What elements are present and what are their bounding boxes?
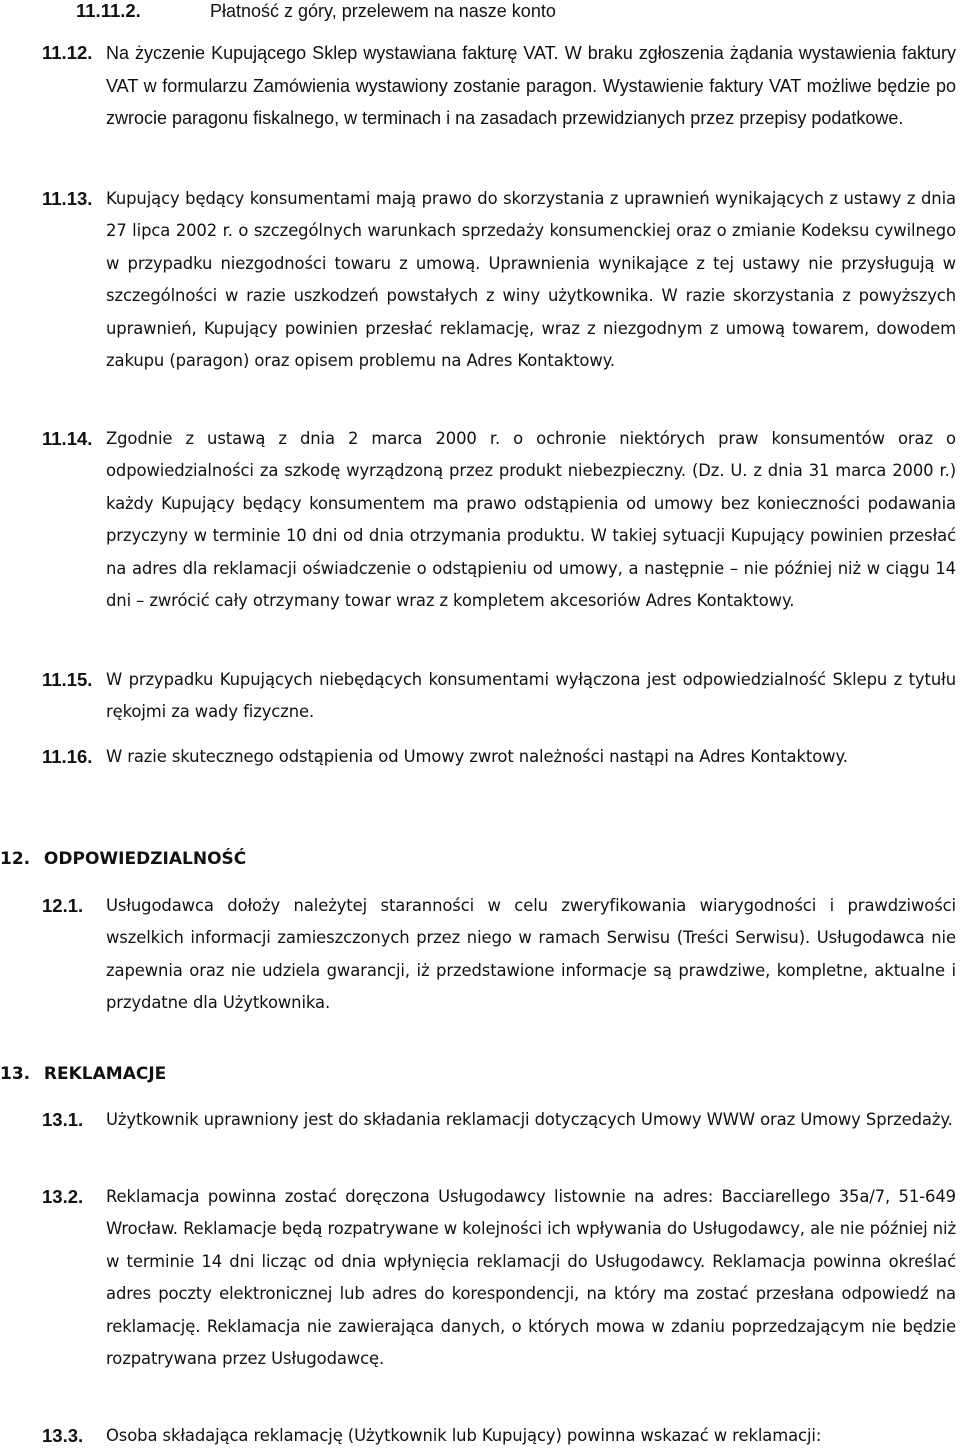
clause-text: Na życzenie Kupującego Sklep wystawiana fakturę VAT. W braku zgłoszenia żądania wystawienia faktury VAT w formularzu Zamówienia wystawiony zostanie paragon. Wystawienie faktury VAT możliwe będzie po zwrocie paragonu fiskalnego, w terminach i na zasadach przewidzianych przez przepisy podatkowe. xyxy=(106,43,956,128)
clause-12-1 xyxy=(42,890,956,1020)
clause-text: Płatność z góry, przelewem na nasze konto xyxy=(210,1,556,21)
clause-text: W razie skutecznego odstąpienia od Umowy zwrot należności nastąpi na Adres Kontaktowy. xyxy=(106,747,848,766)
clause-number: 11.14. xyxy=(42,428,93,449)
section-number: 13. xyxy=(0,1064,31,1084)
section-number: 12. xyxy=(0,849,31,869)
clause-11-16 xyxy=(42,741,956,773)
clause-13-1 xyxy=(42,1104,956,1136)
section-heading-13 xyxy=(0,1058,900,1090)
clause-text: Reklamacja powinna zostać doręczona Usługodawcy listownie na adres: Bacciarellego 35a/7, 51-649 Wrocław. Reklamacje będą rozpatrywane w kolejności ich wpływania do Usługodawcy, ale nie później niż w terminie 14 dni licząc od dnia wpłynięcia reklamacji do Usługodawcy. Reklamacja powinna określać adres poczty elektronicznej lub adres do korespondencji, na który ma zostać przesłana odpowiedź na reklamację. Reklamacja nie zawierająca danych, o których mowa w zdaniu poprzedzającym nie będzie rozpatrywana przez Usługodawcę. xyxy=(106,1187,956,1369)
clause-11-11-2 xyxy=(42,0,956,28)
clause-number: 13.3. xyxy=(42,1425,84,1446)
clause-text: Zgodnie z ustawą z dnia 2 marca 2000 r. o ochronie niektórych praw konsumentów oraz o odpowiedzialności za szkodę wyrządzoną przez produkt niebezpieczny. (Dz. U. z dnia 31 marca 2000 r.) każdy Kupujący będący konsumentem ma prawo odstąpienia od umowy bez konieczności podawania przyczyny w terminie 10 dni od dnia otrzymania produktu. W takiej sytuacji Kupujący powinien przesłać na adres dla reklamacji oświadczenie o odstąpieniu od umowy, a następnie – nie później niż w ciągu 14 dni – zwrócić cały otrzymany towar wraz z kompletem akcesoriów Adres Kontaktowy. xyxy=(106,429,956,611)
clause-13-2 xyxy=(42,1181,956,1375)
section-title: REKLAMACJE xyxy=(43,1064,167,1084)
clause-number: 11.15. xyxy=(42,669,93,690)
clause-11-12 xyxy=(42,37,956,135)
clause-number: 13.1. xyxy=(42,1109,84,1130)
clause-11-15 xyxy=(42,664,956,729)
clause-13-3 xyxy=(42,1420,956,1452)
clause-number: 11.16. xyxy=(42,746,93,767)
clause-number: 12.1. xyxy=(42,895,84,916)
clause-number: 11.11.2. xyxy=(76,0,141,21)
clause-text: Użytkownik uprawniony jest do składania reklamacji dotyczących Umowy WWW oraz Umowy Sprzedaży. xyxy=(106,1110,953,1129)
clause-text: Kupujący będący konsumentami mają prawo do skorzystania z uprawnień wynikających z ustawy z dnia 27 lipca 2002 r. o szczególnych warunkach sprzedaży konsumenckiej oraz o zmianie Kodeksu cywilnego w przypadku niezgodności towaru z umową. Uprawnienia wynikające z tej ustawy nie przysługują w szczególności w razie uszkodzeń powstałych z winy użytkownika. W razie skorzystania z powyższych uprawnień, Kupujący powinien przesłać reklamację, wraz z niezgodnym z umową towarem, dowodem zakupu (paragon) oraz opisem problemu na Adres Kontaktowy. xyxy=(106,189,956,371)
section-heading-12 xyxy=(0,843,900,875)
clause-11-13 xyxy=(42,183,956,377)
clause-11-14 xyxy=(42,423,956,617)
clause-number: 11.12. xyxy=(42,42,93,63)
clause-text: Osoba składająca reklamację (Użytkownik lub Kupujący) powinna wskazać w reklamacji: xyxy=(106,1426,822,1445)
section-title: ODPOWIEDZIALNOŚĆ xyxy=(43,849,247,869)
clause-text: W przypadku Kupujących niebędących konsumentami wyłączona jest odpowiedzialność Sklepu z tytułu rękojmi za wady fizyczne. xyxy=(106,670,956,722)
clause-text: Usługodawca dołoży należytej staranności w celu zweryfikowania wiarygodności i prawdziwości wszelkich informacji zamieszczonych przez niego w ramach Serwisu (Treści Serwisu). Usługodawca nie zapewnia oraz nie udziela gwarancji, iż przedstawione informacje są prawdziwe, kompletne, aktualne i przydatne dla Użytkownika. xyxy=(106,896,956,1013)
clause-number: 11.13. xyxy=(42,188,93,209)
clause-number: 13.2. xyxy=(42,1186,84,1207)
